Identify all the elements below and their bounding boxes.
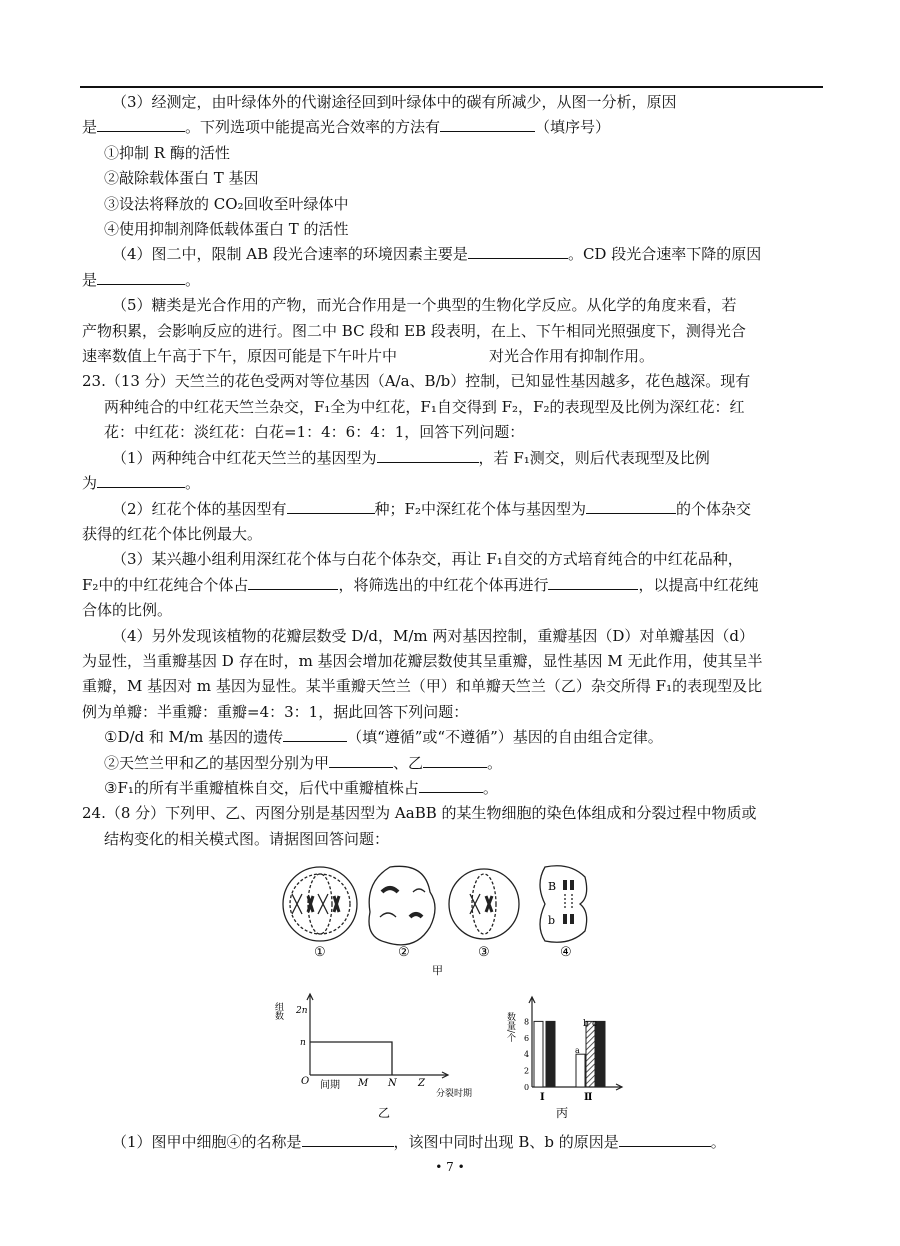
text: 速率数值上午高于下午，原因可能是下午叶片中: [82, 347, 398, 366]
text: ①D/d 和 M/m 基因的遗传: [104, 728, 284, 747]
chart-bing-ylabel: 数量/个: [505, 1012, 515, 1043]
y-tick-label: 4: [524, 1050, 530, 1060]
y-tick-label: 2: [524, 1066, 530, 1076]
x-tick-N: N: [388, 1078, 397, 1089]
bar-II-b: [586, 1019, 598, 1087]
text: 是: [82, 118, 98, 137]
answer-blank[interactable]: [468, 244, 568, 259]
chart-yi-xlabel: 分裂时期: [436, 1089, 473, 1099]
text: （1）两种纯合中红花天竺兰的基因型为: [112, 448, 377, 467]
cell-label-4: ④: [560, 945, 572, 960]
text: 。: [185, 270, 201, 289]
figure-caption-yi: 乙: [378, 1106, 391, 1120]
option-2: ②敲除载体蛋白 T 基因: [104, 169, 259, 188]
q23-sub3: [82, 776, 822, 801]
answer-blank[interactable]: [248, 575, 338, 590]
bar-I-c: [546, 1021, 555, 1087]
header-rule: [80, 86, 823, 88]
gene-B-label: B: [548, 880, 557, 893]
x-tick-interphase: 间期: [320, 1080, 340, 1091]
answer-blank[interactable]: [423, 753, 487, 768]
answer-blank[interactable]: [586, 499, 676, 514]
option-1: ①抑制 R 酶的活性: [104, 143, 230, 162]
answer-blank[interactable]: [619, 1132, 711, 1147]
text: 的个体杂交: [675, 499, 751, 518]
origin-label: O: [301, 1076, 310, 1087]
q23-part4-line4: 例为单瓣：半重瓣：重瓣=4：3：1，据此回答下列问题：: [82, 702, 469, 721]
bar-label-b: b: [583, 1019, 589, 1029]
y-tick-n: n: [300, 1038, 306, 1048]
answer-blank[interactable]: [419, 778, 483, 793]
q23-heading-line1: 23.（13 分）天竺兰的花色受两对等位基因（A/a、B/b）控制，已知显性基因越多，花色越深。现有: [82, 372, 751, 391]
q22-part5-line3: [82, 344, 822, 369]
page-number: • 7 •: [435, 1160, 465, 1174]
text: ③F₁的所有半重瓣植株自交，后代中重瓣植株占: [104, 778, 419, 797]
q23-heading-line2: 两种纯合的中红花天竺兰杂交，F₁全为中红花，F₁自交得到 F₂，F₂的表现型及比例为深红花：红: [104, 397, 745, 416]
q22-part4-line2: [82, 268, 822, 293]
q23-part1-line2: [82, 471, 822, 496]
chart-yi-line: [310, 1042, 392, 1075]
chart-yi-ylabel: 组数: [273, 1002, 283, 1020]
q24-part1: [112, 1131, 726, 1152]
answer-blank[interactable]: [548, 575, 638, 590]
text: 、乙: [393, 753, 424, 772]
figure-svg: [270, 862, 650, 1132]
text: 是: [82, 270, 98, 289]
figure-caption-bing: 丙: [556, 1106, 569, 1120]
cell-label-1: ①: [314, 945, 326, 960]
y-tick-2n: 2n: [296, 1006, 308, 1016]
text: 。: [185, 474, 201, 493]
bar-label-a: a: [575, 1046, 580, 1055]
answer-blank[interactable]: [97, 473, 185, 488]
y-tick-label: 0: [524, 1083, 530, 1092]
q22-part3-line1: [82, 90, 822, 115]
q23-part1-line1: [82, 446, 822, 471]
q23-part3-line2: [82, 573, 822, 598]
q24-figures: [270, 862, 650, 1132]
text: ②天竺兰甲和乙的基因型分别为甲: [104, 753, 330, 772]
gene-b-label: b: [548, 914, 556, 927]
cell-1: [283, 867, 357, 941]
q23-part2-line2: 获得的红花个体比例最大。: [82, 524, 263, 543]
text: （填序号）: [535, 118, 611, 137]
q22-part3-line2: [82, 115, 822, 140]
text: ，若 F₁测交，则后代表现型及比例: [478, 448, 710, 467]
q23-part3-line3: 合体的比例。: [82, 601, 173, 620]
bar-I-a: [534, 1021, 543, 1087]
q24-heading-line2: 结构变化的相关模式图。请据图回答问题：: [104, 829, 390, 848]
chart-yi-axes: [307, 994, 448, 1078]
answer-blank[interactable]: [283, 727, 347, 742]
chart-bing-bars: [534, 1021, 605, 1087]
text: 为: [82, 474, 98, 493]
text: （3）经测定，由叶绿体外的代谢途径回到叶绿体中的碳有所减少，从图一分析，原因: [112, 93, 677, 111]
answer-blank[interactable]: [287, 499, 375, 514]
text: （4）图二中，限制 AB 段光合速率的环境因素主要是: [112, 245, 468, 264]
figure-caption-jia: 甲: [432, 964, 443, 977]
text: （1）图甲中细胞④的名称是: [112, 1133, 302, 1151]
text: ，将筛选出的中红花个体再进行: [338, 575, 549, 594]
q23-sub1: [82, 725, 822, 750]
q24-heading-line1: 24.（8 分）下列甲、乙、丙图分别是基因型为 AaBB 的某生物细胞的染色体组成和分裂过程中物质或: [82, 804, 757, 823]
q22-part4-line1: [82, 242, 822, 267]
answer-blank[interactable]: [97, 270, 185, 285]
document-body: [82, 90, 822, 852]
text: ，以提高中红花纯: [638, 575, 759, 594]
q22-part5-line2: 产物积累，会影响反应的进行。图二中 BC 段和 EB 段表明，在上、下午相同光照强度下，测得光合: [82, 321, 746, 340]
text: 。: [487, 753, 503, 772]
answer-blank[interactable]: [97, 117, 185, 132]
x-tick-Z: Z: [418, 1078, 425, 1089]
y-tick-label: 6: [524, 1033, 530, 1043]
q23-part4-line3: 重瓣，M 基因对 m 基因为显性。某半重瓣天竺兰（甲）和单瓣天竺兰（乙）杂交所得 F₁的表现型及比: [82, 677, 763, 696]
bar-II-a: [576, 1054, 585, 1087]
text: （2）红花个体的基因型有: [112, 499, 287, 518]
q23-part2-line1: [82, 497, 822, 522]
text: 。下列选项中能提高光合效率的方法有: [185, 118, 441, 137]
bar-II-c: [596, 1021, 605, 1087]
category-II: Ⅱ: [584, 1092, 593, 1103]
option-3: ③设法将释放的 CO₂回收至叶绿体中: [104, 194, 349, 213]
q22-part5-line1: （5）糖类是光合作用的产物，而光合作用是一个典型的生物化学反应。从化学的角度来看，若: [112, 296, 737, 315]
answer-blank[interactable]: [302, 1132, 394, 1147]
text: 种；F₂中深红花个体与基因型为: [374, 499, 586, 518]
answer-blank[interactable]: [377, 448, 479, 463]
text: 。: [710, 1133, 726, 1151]
cell-label-3: ③: [478, 945, 490, 960]
text: （填“遵循”或“不遵循”）基因的自由组合定律。: [347, 728, 663, 747]
text: 。CD 段光合速率下降的原因: [567, 245, 762, 264]
text: 。: [482, 778, 498, 797]
q23-part4-line1: （4）另外发现该植物的花瓣层数受 D/d，M/m 两对基因控制，重瓣基因（D）对单瓣基因（d）: [112, 626, 755, 645]
cell-3: [449, 869, 519, 939]
y-tick-label: 8: [524, 1017, 530, 1027]
q23-heading-line3: 花：中红花：淡红花：白花=1：4：6：4：1，回答下列问题：: [104, 423, 525, 442]
text: 对光合作用有抑制作用。: [489, 347, 655, 366]
category-I: Ⅰ: [540, 1092, 545, 1103]
text: ，该图中同时出现 B、b 的原因是: [393, 1133, 619, 1151]
q23-part4-line2: 为显性，当重瓣基因 D 存在时，m 基因会增加花瓣层数使其呈重瓣，显性基因 M 无此作用，使其呈半: [82, 651, 763, 670]
cell-2: [369, 866, 435, 945]
text: F₂中的中红花纯合个体占: [82, 575, 249, 594]
cell-4: [540, 866, 587, 943]
cell-label-2: ②: [398, 945, 410, 960]
chart-bing-y-ticks: [524, 1017, 529, 1092]
option-4: ④使用抑制剂降低载体蛋白 T 的活性: [104, 220, 349, 239]
q23-part3-line1: （3）某兴趣小组利用深红花个体与白花个体杂交，再让 F₁自交的方式培育纯合的中红花品种，: [112, 550, 743, 569]
x-tick-M: M: [358, 1078, 369, 1089]
q23-sub2: [82, 751, 822, 776]
bar-label-c: c: [592, 1019, 598, 1029]
answer-blank[interactable]: [329, 753, 393, 768]
answer-blank[interactable]: [440, 117, 535, 132]
